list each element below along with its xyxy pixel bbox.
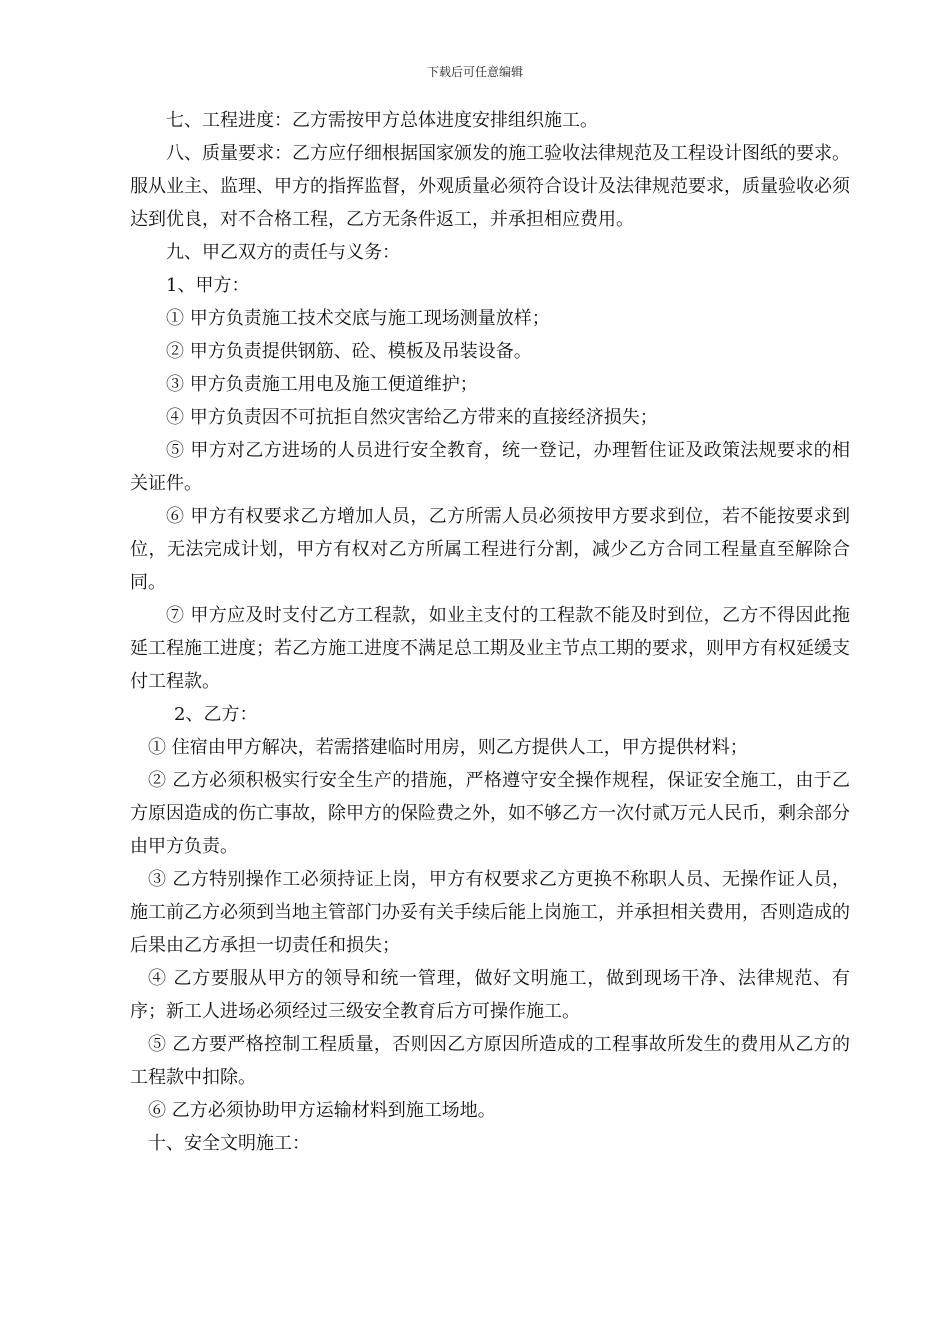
party-a-heading: 1、甲方： bbox=[166, 275, 250, 296]
party-a-item-7: ⑦ 甲方应及时支付乙方工程款，如业主支付的工程款不能及时到位，乙方不得因此拖延工程施工进度；若乙方施工进度不满足总工期及业主节点工期的要求，则甲方有权延缓支付工程款。 bbox=[130, 605, 850, 692]
party-b-item-3: ③ 乙方特别操作工必须持证上岗，甲方有权要求乙方更换不称职人员、无操作证人员，施工前乙方必须到当地主管部门办妥有关手续后能上岗施工，并承担相关费用，否则造成的后果由乙方承担一切责任和损失； bbox=[130, 869, 850, 956]
party-b-item-4: ④ 乙方要服从甲方的领导和统一管理，做好文明施工，做到现场干净、法律规范、有序；新工人进场必须经过三级安全教育后方可操作施工。 bbox=[130, 968, 850, 1022]
section-10-heading: 十、安全文明施工： bbox=[148, 1133, 310, 1154]
section-8-quality: 八、质量要求：乙方应仔细根据国家颁发的施工验收法律规范及工程设计图纸的要求。服从业主、监理、甲方的指挥监督，外观质量必须符合设计及法律规范要求，质量验收必须达到优良，对不合格工程，乙方无条件返工，并承担相应费用。 bbox=[130, 143, 850, 230]
party-a-item-3: ③ 甲方负责施工用电及施工便道维护； bbox=[166, 374, 478, 395]
document-body bbox=[130, 104, 850, 1160]
party-b-heading: 2、乙方： bbox=[174, 704, 258, 725]
party-b-item-6: ⑥ 乙方必须协助甲方运输材料到施工场地。 bbox=[148, 1100, 496, 1121]
party-a-item-1: ① 甲方负责施工技术交底与施工现场测量放样； bbox=[166, 308, 550, 329]
party-a-item-4: ④ 甲方负责因不可抗拒自然灾害给乙方带来的直接经济损失； bbox=[166, 407, 658, 428]
party-b-item-1: ① 住宿由甲方解决，若需搭建临时用房，则乙方提供人工，甲方提供材料； bbox=[148, 737, 748, 758]
party-b-item-5: ⑤ 乙方要严格控制工程质量，否则因乙方原因所造成的工程事故所发生的费用从乙方的工程款中扣除。 bbox=[130, 1034, 850, 1088]
section-7-schedule: 七、工程进度：乙方需按甲方总体进度安排组织施工。 bbox=[166, 110, 598, 131]
section-9-heading: 九、甲乙双方的责任与义务： bbox=[166, 242, 400, 263]
party-a-item-6: ⑥ 甲方有权要求乙方增加人员，乙方所需人员必须按甲方要求到位，若不能按要求到位，无法完成计划，甲方有权对乙方所属工程进行分割，减少乙方合同工程量直至解除合同。 bbox=[130, 506, 850, 593]
party-a-item-5: ⑤ 甲方对乙方进场的人员进行安全教育，统一登记，办理暂住证及政策法规要求的相关证件。 bbox=[130, 440, 850, 494]
party-a-item-2: ② 甲方负责提供钢筋、砼、模板及吊装设备。 bbox=[166, 341, 532, 362]
party-b-item-2: ② 乙方必须积极实行安全生产的措施，严格遵守安全操作规程，保证安全施工，由于乙方原因造成的伤亡事故，除甲方的保险费之外，如不够乙方一次付贰万元人民币，剩余部分由甲方负责。 bbox=[130, 770, 850, 857]
page-header-note: 下载后可任意编辑 bbox=[426, 65, 523, 79]
